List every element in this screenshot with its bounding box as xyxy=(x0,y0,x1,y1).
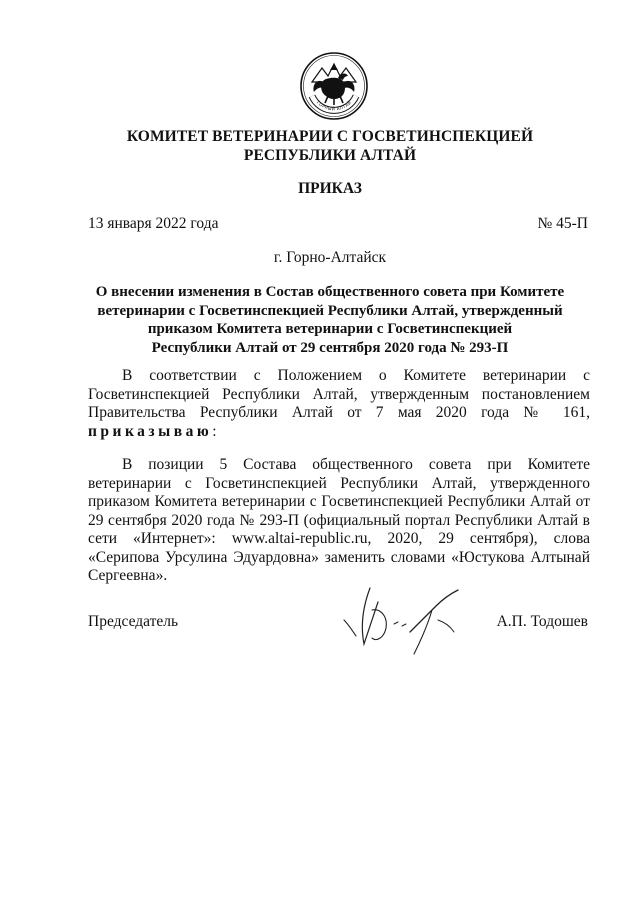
signer-name: А.П. Тодошев xyxy=(496,613,588,630)
document-date: 13 января 2022 года xyxy=(88,215,219,232)
body-paragraph-1 xyxy=(88,367,590,441)
document-subject xyxy=(70,283,590,357)
organization-name xyxy=(60,127,600,165)
body-paragraph-2 xyxy=(88,456,590,586)
paragraph-2-text: В позиции 5 Состава общественного совета при Комитете ветеринарии с Госветинспекцией Республики Алтай, утвержденного приказом Комитета ветеринарии с Госветинспекцией Республики Алтай от 29 сентября 2020 года № 293-П (официальный портал Республики Алтай в сети «Интернет»: www.altai-republic.ru, 2020, 29 сентября), слова «Серипова Урсулина Эдуардовна» заменить словами «Юстукова Алтынай Сергеевна». xyxy=(88,456,590,584)
subject-line-2: ветеринарии с Госветинспекцией Республики Алтай, утвержденный xyxy=(97,302,563,319)
org-line-1: КОМИТЕТ ВЕТЕРИНАРИИ С ГОСВЕТИНСПЕКЦИЕЙ xyxy=(126,128,534,145)
order-keyword-colon: : xyxy=(212,422,217,440)
emblem-ribbon-text: ГОРНЫЙ АЛТАЙ xyxy=(315,99,353,112)
griffin-emblem-icon xyxy=(298,50,370,122)
order-keyword: приказываю xyxy=(88,422,213,440)
document-type-title: ПРИКАЗ xyxy=(298,180,362,197)
document-city: г. Горно-Алтайск xyxy=(273,249,387,266)
document-number: № 45-П xyxy=(537,215,588,232)
handwritten-signature-icon xyxy=(336,580,476,660)
signer-title: Председатель xyxy=(88,613,179,630)
subject-line-3: приказом Комитета ветеринарии с Госветинспекцией xyxy=(147,321,513,337)
paragraph-1-text: В соответствии с Положением о Комитете ветеринарии с Госветинспекцией Республики Алтай, утвержденным постановлением Правительства Республики Алтай от 7 мая 2020 года № 161, xyxy=(88,367,590,421)
subject-line-4: Республики Алтай от 29 сентября 2020 года № 293-П xyxy=(151,339,509,356)
subject-line-1: О внесении изменения в Состав общественного совета при Комитете xyxy=(95,284,565,300)
org-line-2: РЕСПУБЛИКИ АЛТАЙ xyxy=(243,147,417,164)
